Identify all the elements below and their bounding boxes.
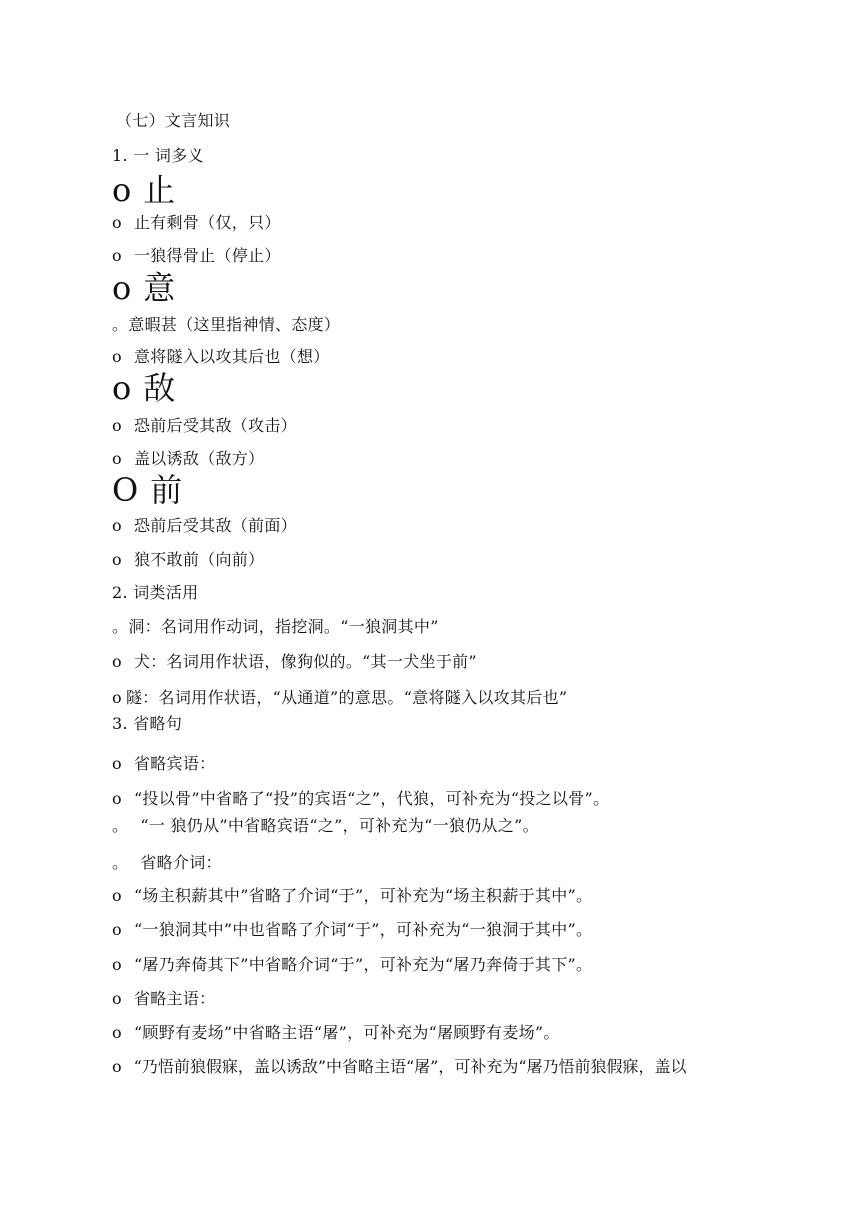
bullet-marker: o bbox=[112, 754, 122, 773]
bullet-marker: o bbox=[112, 246, 122, 265]
bullet-marker: o bbox=[112, 688, 122, 707]
list-item bbox=[112, 549, 264, 571]
list-item bbox=[112, 919, 592, 941]
list-item-text: 狼不敢前（向前） bbox=[133, 550, 265, 569]
list-item bbox=[112, 515, 297, 537]
list-item-text: 省略宾语： bbox=[133, 754, 216, 773]
list-item bbox=[112, 687, 567, 709]
list-item bbox=[112, 346, 330, 368]
list-item bbox=[112, 1022, 560, 1044]
list-item bbox=[112, 954, 592, 976]
list-item-text: 犬：名词用作状语，像狗似的。“其一犬坐于前” bbox=[133, 652, 477, 671]
bullet-marker: o bbox=[112, 269, 132, 307]
bullet-marker: o bbox=[112, 886, 122, 905]
bullet-marker: o bbox=[112, 920, 122, 939]
list-item bbox=[112, 245, 281, 267]
list-item bbox=[112, 448, 264, 470]
heading-polysemy: 1. 一 词多义 bbox=[112, 146, 204, 165]
bullet-marker: O bbox=[112, 471, 139, 509]
bullet-marker: o bbox=[112, 789, 122, 808]
bullet-marker: o bbox=[112, 416, 122, 435]
bullet-marker: 。 bbox=[112, 315, 129, 334]
bullet-marker: o bbox=[112, 516, 122, 535]
list-item-text: 意暇甚（这里指神情、态度） bbox=[128, 315, 341, 334]
list-item-text: 省略主语： bbox=[133, 989, 216, 1008]
bullet-marker: o bbox=[112, 369, 132, 407]
bullet-marker: o bbox=[112, 550, 122, 569]
bullet-marker: o bbox=[112, 347, 122, 366]
word-heading-qian bbox=[112, 470, 182, 510]
list-item bbox=[112, 616, 439, 638]
list-item-text: “屠乃奔倚其下”中省略介词“于”，可补充为“屠乃奔倚于其下”。 bbox=[133, 955, 593, 974]
word-heading-di bbox=[112, 368, 175, 408]
bullet-marker: o bbox=[112, 652, 122, 671]
bullet-marker: o bbox=[112, 213, 122, 232]
word-qian: 前 bbox=[150, 471, 183, 509]
bullet-marker: o bbox=[112, 1023, 122, 1042]
list-item bbox=[112, 852, 222, 874]
word-yi: 意 bbox=[143, 269, 176, 307]
word-zhi: 止 bbox=[143, 171, 176, 209]
heading-word-class-conversion: 2. 词类活用 bbox=[112, 583, 199, 602]
list-item-text: “一狼洞其中”中也省略了介词“于”，可补充为“一狼洞于其中”。 bbox=[133, 920, 593, 939]
list-item-text: “投以骨”中省略了“投”的宾语“之”，代狼，可补充为“投之以骨”。 bbox=[133, 789, 610, 808]
list-item-text: “乃悟前狼假寐，盖以诱敌”中省略主语“屠”，可补充为“屠乃悟前狼假寐，盖以 bbox=[133, 1057, 687, 1076]
heading-ellipsis: 3. 省略句 bbox=[112, 714, 183, 733]
list-item-text: “顾野有麦场”中省略主语“屠”，可补充为“屠顾野有麦场”。 bbox=[133, 1023, 560, 1042]
list-item-text: 恐前后受其敌（前面） bbox=[133, 516, 297, 535]
section-title: （七）文言知识 bbox=[116, 111, 231, 130]
bullet-marker: 。 bbox=[112, 853, 129, 872]
list-item-text: 一狼得骨止（停止） bbox=[133, 246, 281, 265]
list-item bbox=[112, 788, 609, 810]
bullet-marker: 。 bbox=[112, 617, 129, 636]
list-item-text: “场主积薪其中”省略了介词“于”，可补充为“场主积薪于其中”。 bbox=[133, 886, 593, 905]
bullet-marker: o bbox=[112, 989, 122, 1008]
bullet-marker: o bbox=[112, 1057, 122, 1076]
list-item bbox=[112, 415, 297, 437]
list-item-text: 隧：名词用作状语，“从通道”的意思。“意将隧入以攻其后也” bbox=[125, 688, 568, 707]
list-item bbox=[112, 988, 215, 1010]
list-item-text: 省略介词： bbox=[140, 853, 222, 872]
word-heading-zhi bbox=[112, 170, 175, 210]
list-item-text: 止有剩骨（仅，只） bbox=[133, 213, 281, 232]
bullet-marker: o bbox=[112, 449, 122, 468]
list-item-text: 意将隧入以攻其后也（想） bbox=[133, 347, 330, 366]
list-item bbox=[112, 815, 539, 837]
list-item bbox=[112, 1056, 687, 1078]
word-heading-yi bbox=[112, 268, 175, 308]
list-item bbox=[112, 651, 477, 673]
list-item bbox=[112, 753, 215, 775]
list-item bbox=[112, 885, 592, 907]
list-item-text: 洞：名词用作动词，指挖洞。“一狼洞其中” bbox=[128, 617, 439, 636]
word-di: 敌 bbox=[143, 369, 176, 407]
bullet-marker: 。 bbox=[112, 816, 129, 835]
list-item-text: 恐前后受其敌（攻击） bbox=[133, 416, 297, 435]
bullet-marker: o bbox=[112, 955, 122, 974]
list-item bbox=[112, 314, 340, 336]
list-item-text: 盖以诱敌（敌方） bbox=[133, 449, 265, 468]
list-item bbox=[112, 212, 281, 234]
list-item-text: “一 狼仍从”中省略宾语“之”，可补充为“一狼仍从之”。 bbox=[140, 816, 539, 835]
bullet-marker: o bbox=[112, 171, 132, 209]
